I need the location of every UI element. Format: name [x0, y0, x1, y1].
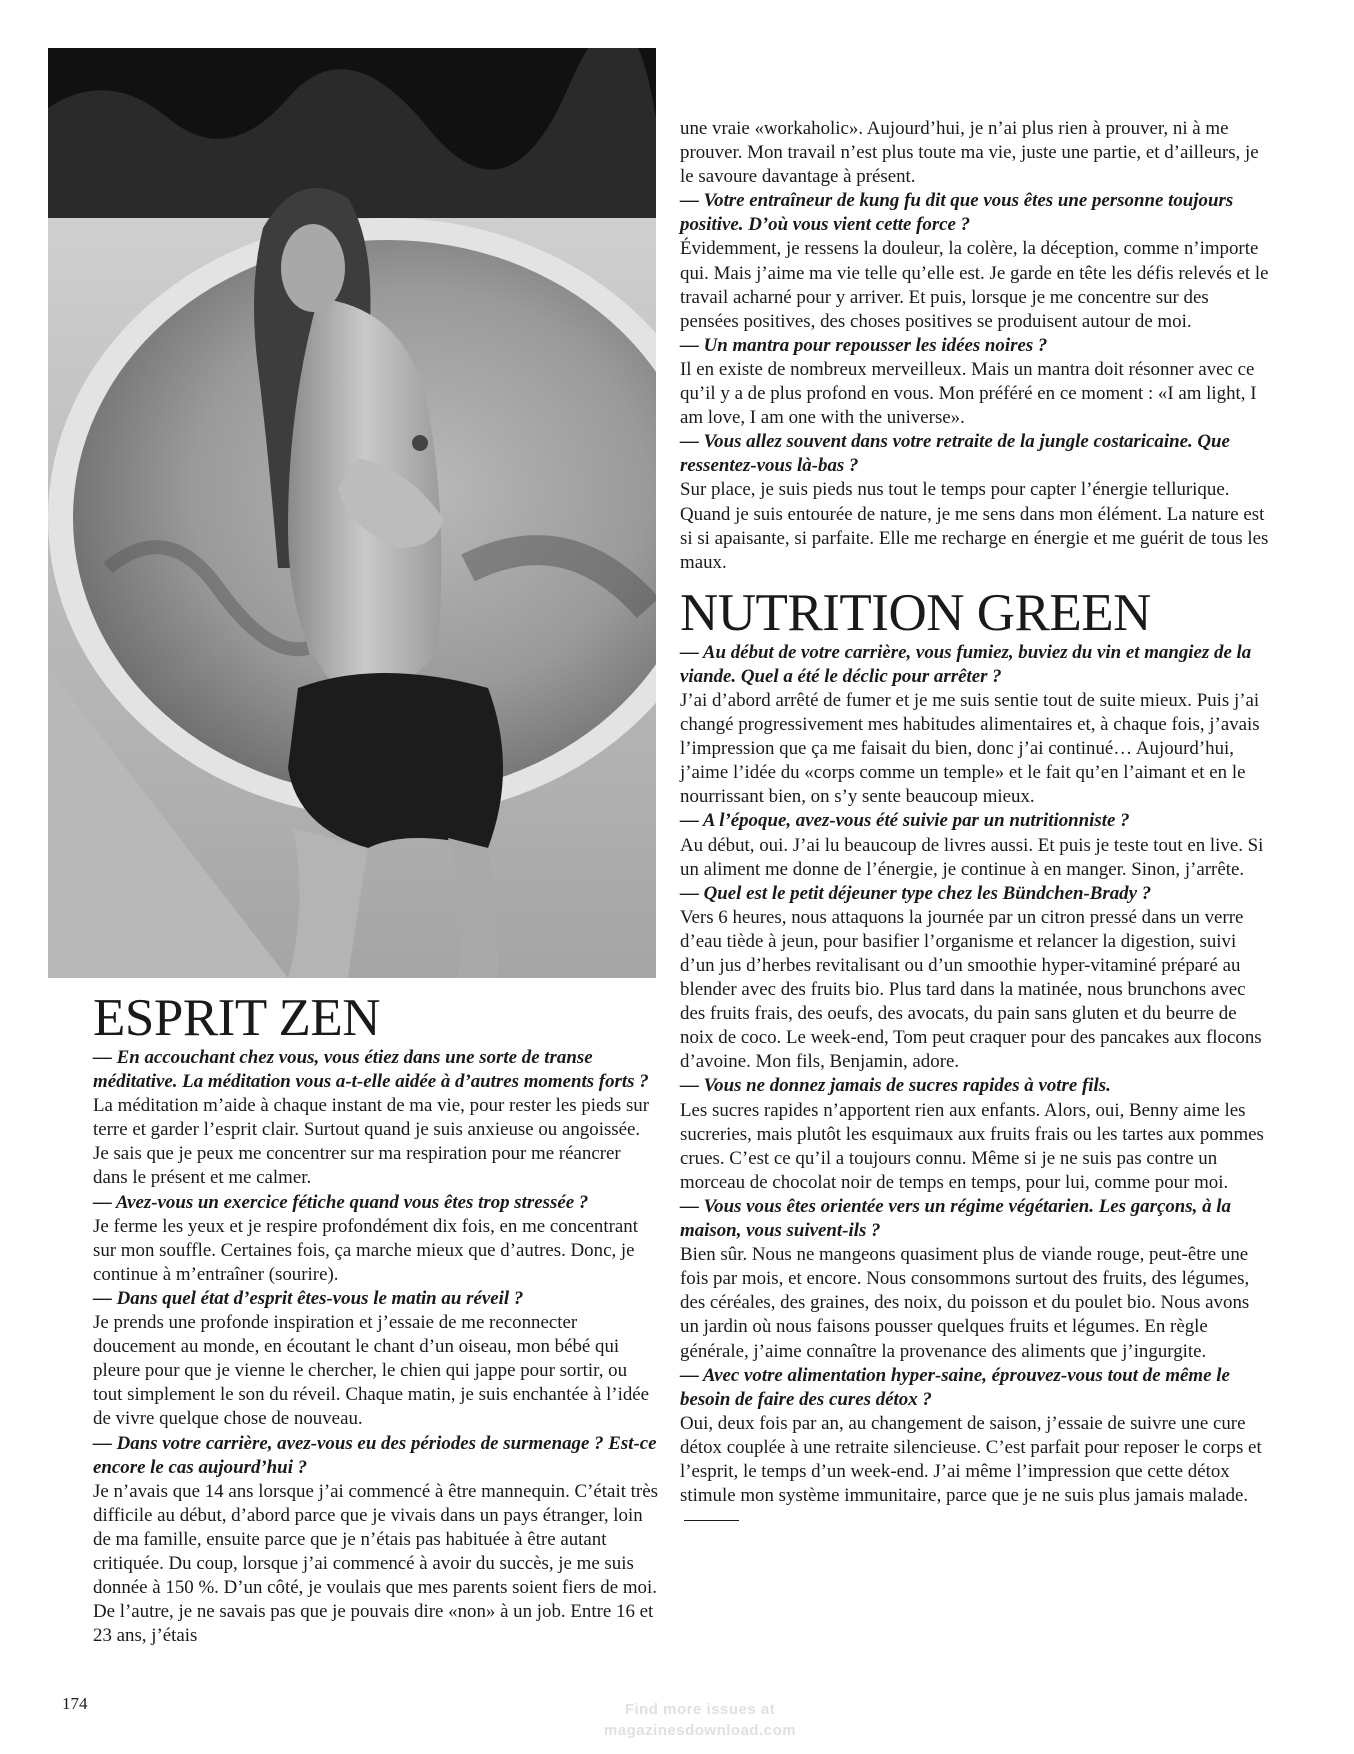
page-number: 174 — [62, 1694, 88, 1713]
interview-answer: Je prends une profonde inspiration et j’essaie de me reconnecter doucement au monde, en écoutant le chant d’un oiseau, mon bébé qui pleure pour que je vienne le chercher, le chien qui jappe pour sortir, ou tout simplement le son du réveil. Chaque matin, je suis enchantée à l’idée de vivre quelque chose de nouveau. — [93, 1312, 650, 1430]
interview-answer: Il en existe de nombreux merveilleux. Mais un mantra doit résonner avec ce qu’il y a de plus profond en vous. Mon préféré en ce moment : «I am light, I am love, I am one with the universe». — [680, 358, 1257, 429]
interview-question: — Avez-vous un exercice fétiche quand vous êtes trop stressée ? — [93, 1191, 589, 1213]
interview-answer: Oui, deux fois par an, au changement de saison, j’essaie de suivre une cure détox couplée à une retraite silencieuse. C’est parfait pour reposer le corps et l’esprit, le temps d’un week-end. J’ai même l’impression que cette détox stimule mon système immunitaire, parce que je ne suis plus jamais malade. — [680, 1412, 1270, 1532]
watermark-line-1: Find more issues at — [624, 1701, 776, 1718]
interview-question: — A l’époque, avez-vous été suivie par un nutritionniste ? — [680, 810, 1130, 832]
right-column — [680, 117, 1270, 1532]
interview-answer: Les sucres rapides n’apportent rien aux enfants. Alors, oui, Benny aime les sucreries, mais plutôt les esquimaux aux fruits frais ou les tartes aux pommes crues. C’est ce qu’il a toujours connu. Même si je ne suis pas contre un morceau de chocolat noir de temps en temps, pour lui, comme pour moi. — [680, 1099, 1264, 1193]
watermark-line-2: magazinesdownload.com — [603, 1722, 797, 1739]
interview-question: — Au début de votre carrière, vous fumiez, buviez du vin et mangiez de la viande. Quel a été le déclic pour arrêter ? — [680, 641, 1252, 687]
right-text-blocks-bottom — [680, 641, 1270, 1532]
interview-answer: Vers 6 heures, nous attaquons la journée par un citron pressé dans un verre d’eau tiède à jeun, pour basifier l’organisme et relancer la digestion, suivi d’un jus d’herbes revitalisant ou d’un smoothie hyper-vitaminé préparé au blender avec des fruits bio. Plus tard dans la matinée, nous brunchons avec des fruits frais, des oeufs, des avocats, du pain sans gluten et du beurre de noix de coco. Le week-end, Tom peut craquer pour des pancakes aux flocons d’avoine. Mon fils, Benjamin, adore. — [680, 906, 1262, 1073]
interview-question: — Dans quel état d’esprit êtes-vous le matin au réveil ? — [93, 1287, 524, 1309]
interview-question: — Dans votre carrière, avez-vous eu des périodes de surmenage ? Est-ce encore le cas aujourd’hui ? — [93, 1432, 657, 1478]
left-column — [93, 990, 658, 1648]
continued-paragraph: une vraie «workaholic». Aujourd’hui, je n’ai plus rien à prouver, ni à me prouver. Mon travail n’est plus toute ma vie, juste une partie, et d’ailleurs, je le savoure davantage à présent. — [680, 118, 1259, 188]
interview-question: — Avec votre alimentation hyper-saine, éprouvez-vous tout de même le besoin de faire des cures détox ? — [680, 1364, 1230, 1410]
interview-question: — En accouchant chez vous, vous étiez dans une sorte de transe méditative. La méditation vous a-t-elle aidée à d’autres moments forts ? — [93, 1047, 649, 1093]
left-text-blocks — [93, 1046, 658, 1648]
interview-question: — Vous allez souvent dans votre retraite de la jungle costaricaine. Que ressentez-vous là-bas ? — [680, 431, 1230, 477]
watermark — [500, 1699, 900, 1741]
section-heading-nutrition-green: NUTRITION GREEN — [680, 583, 1151, 642]
interview-answer: Je n’avais que 14 ans lorsque j’ai commencé à être mannequin. C’était très difficile au début, d’abord parce que je vivais dans un pays étranger, loin de ma famille, ensuite parce que je n’étais pas habituée à être autant critiquée. Du coup, lorsque j’ai commencé à avoir du succès, je me suis donnée à 150 %. D’un côté, je voulais que mes parents soient fiers de moi. De l’autre, je ne savais pas que je pouvais dire «non» à un job. Entre 16 et 23 ans, j’étais — [93, 1480, 658, 1647]
interview-answer: Bien sûr. Nous ne mangeons quasiment plus de viande rouge, peut-être une fois par mois, et encore. Nous consommons surtout des fruits, des légumes, des céréales, des graines, des noix, du poisson et du poulet bio. Nous avons un jardin où nous faisons pousser quelques fruits et légumes. En règle générale, j’aime connaître la provenance des aliments que j’ingurgite. — [680, 1244, 1250, 1362]
interview-answer: Au début, oui. J’ai lu beaucoup de livres aussi. Et puis je teste tout en live. Si un aliment me donne de l’énergie, je continue à en manger. Sinon, j’arrête. — [680, 834, 1264, 880]
interview-answer: La méditation m’aide à chaque instant de ma vie, pour rester les pieds sur terre et garder l’esprit clair. Surtout quand je suis anxieuse ou angoissée. Je sais que je peux me concentrer sur ma respiration pour me réancrer dans le présent et me calmer. — [93, 1095, 650, 1189]
interview-answer: Évidemment, je ressens la douleur, la colère, la déception, comme n’importe qui. Mais j’aime ma vie telle qu’elle est. Je garde en tête les défis relevés et le travail acharné pour y arriver. Et puis, lorsque je me concentre sur des pensées positives, des choses positives se produisent autour de moi. — [680, 238, 1269, 332]
section-heading-esprit-zen: ESPRIT ZEN — [93, 989, 381, 1047]
interview-question: — Un mantra pour repousser les idées noires ? — [680, 334, 1048, 356]
interview-answer: J’ai d’abord arrêté de fumer et je me suis sentie tout de suite mieux. Puis j’ai changé progressivement mes habitudes alimentaires et, à chaque fois, j’avais l’impression que ça me faisait du bien, donc j’ai continué… Aujourd’hui, j’aime l’idée du «corps comme un temple» et le fait qu’en l’aimant et en le nourrissant bien, on s’y sente beaucoup mieux. — [680, 689, 1260, 808]
interview-answer: Sur place, je suis pieds nus tout le temps pour capter l’énergie tellurique. Quand je suis entourée de nature, je me sens dans mon élément. La nature est si si apaisante, si parfaite. Elle me recharge en énergie et me guérit de tous les maux. — [680, 479, 1269, 573]
interview-question: — Quel est le petit déjeuner type chez les Bündchen-Brady ? — [680, 882, 1152, 904]
interview-answer: Je ferme les yeux et je respire profondément dix fois, en me concentrant sur mon souffle. Certaines fois, ça marche mieux que d’autres. Donc, je continue à m’entraîner (sourire). — [93, 1215, 638, 1285]
end-of-article-rule — [684, 1520, 739, 1521]
photo-illustration — [48, 48, 656, 978]
interview-question: — Vous vous êtes orientée vers un régime végétarien. Les garçons, à la maison, vous suivent-ils ? — [680, 1195, 1231, 1242]
woman-photo — [48, 48, 656, 978]
interview-question: — Votre entraîneur de kung fu dit que vous êtes une personne toujours positive. D’où vous vient cette force ? — [680, 190, 1234, 236]
right-text-blocks-top — [680, 189, 1270, 575]
interview-question: — Vous ne donnez jamais de sucres rapides à votre fils. — [680, 1075, 1111, 1097]
